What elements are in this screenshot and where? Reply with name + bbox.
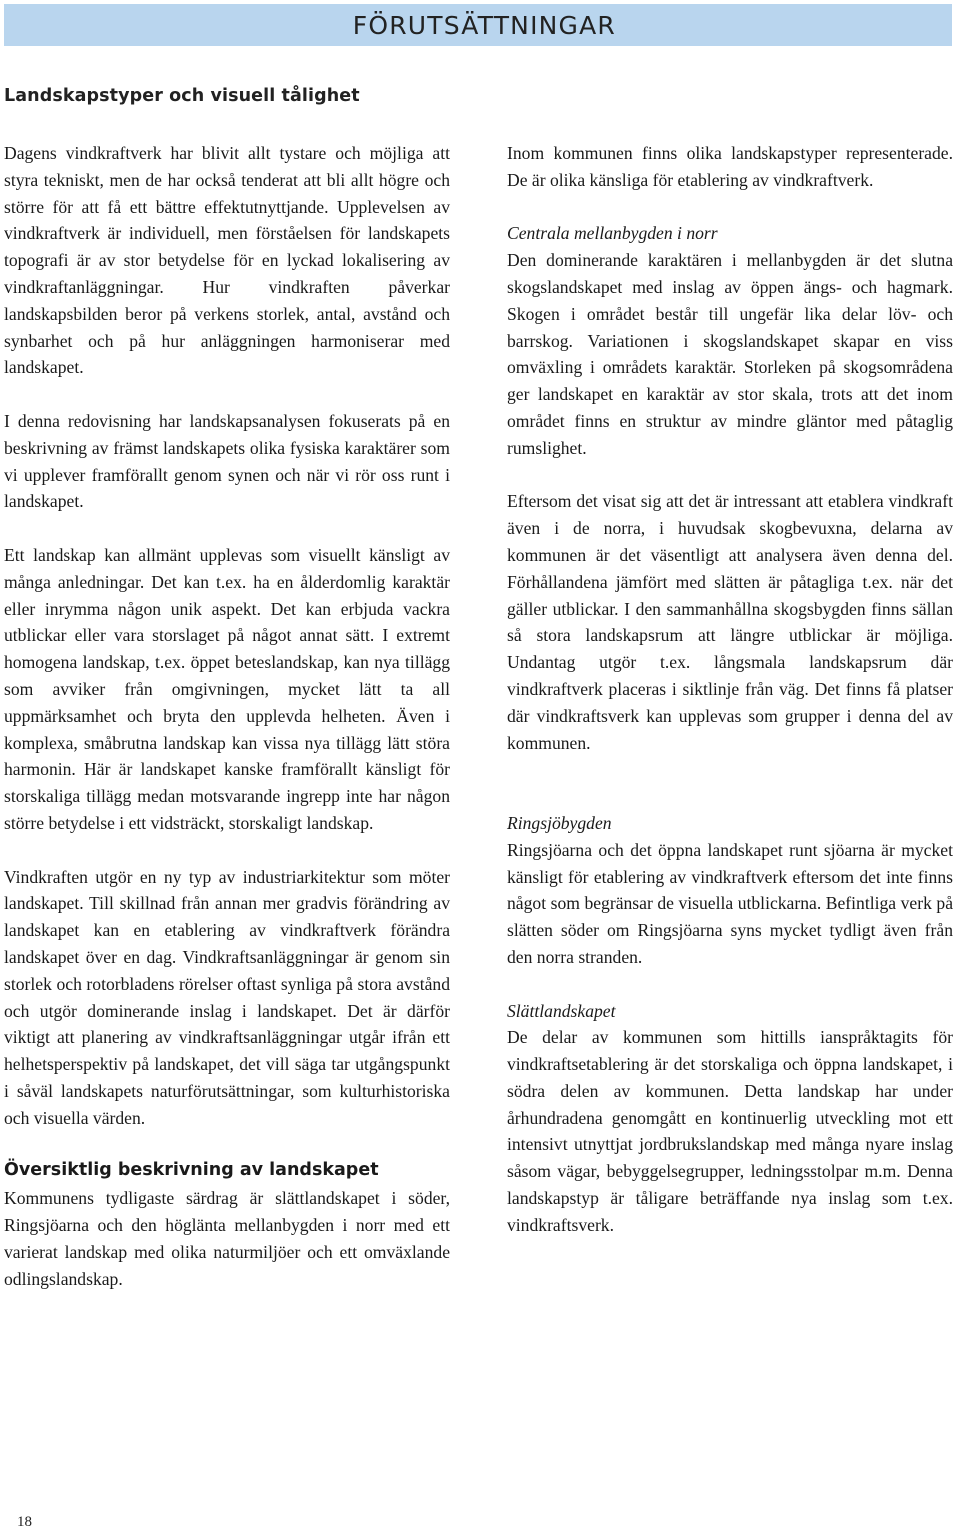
subheading: Ringsjöbygden	[507, 812, 612, 833]
paragraph: Den dominerande karaktären i mellanbygden är det slutna skogslandskapet med inslag av öppen ängs- och hagmark. Skogen i området består till ungefär lika delar löv- och barrskog. Variationen i skogslandskapet skapar en viss omväxling i områdets karaktär. Storleken på skogsområdena ger landskapet en karaktär av stor skala, trots att det inom området finns en struktur av mindre gläntor med påtaglig rumslighet.	[507, 250, 953, 458]
paragraph: Vindkraften utgör en ny typ av industriarkitektur som möter landskapet. Till skillnad från annan mer gradvis förändring av landskapet kan en etablering av vindkraftverk förändra landskapet över en dag. Vindkraftsanläggningar är genom sin storlek och rotorbladens rörelser oftast synliga på stora avstånd och utgör dominerande inslag i landskapet. Det är därför viktigt att planering av vindkraftsanläggningar utgår ifrån ett helhetsperspektiv på landskapet, det vill säga tar utgångspunkt i såväl landskapets naturförutsättningar, som kulturhistoriska och visuella värden.	[4, 866, 450, 1128]
subsection-heading: Översiktlig beskrivning av landskapet	[4, 1160, 379, 1181]
page-number: 18	[17, 1514, 32, 1530]
paragraph: Kommunens tydligaste särdrag är slättlandskapet i söder, Ringsjöarna och den höglänta mellanbygden i norr med ett varierat landskap med olika naturmiljöer och ett omväxlande odlingslandskap.	[4, 1188, 450, 1289]
subheading: Centrala mellanbygden i norr	[507, 223, 718, 244]
header-bar	[4, 4, 952, 46]
paragraph: Dagens vindkraftverk har blivit allt tystare och möjliga att styra tekniskt, men de har också tenderat att bli allt högre och större för att få ett bättre effektutnyttjande. Upplevelsen av vindkraftverk är individuell, men förståelsen för landskapets topografi är av stor betydelse för en lyckad lokalisering av vindkraftanläggningar. Hur vindkraften påverkar landskapsbilden beror på verkens storlek, antal, avstånd och synbarhet och på hur anläggningen harmoniserar med landskapet.	[4, 143, 450, 378]
paragraph: Ringsjöarna och det öppna landskapet runt sjöarna är mycket känsligt för etablering av vindkraftverk eftersom det inte finns något som begränsar de visuella utblickarna. Befintliga verk på slätten söder om Ringsjöarna syns mycket tydligt även från den norra stranden.	[507, 839, 953, 967]
right-column	[507, 140, 953, 1239]
paragraph: Ett landskap kan allmänt upplevas som visuellt känsligt av många anledningar. Det kan t.ex. ha en ålderdomlig karaktär eller inrymma någon unik aspekt. Det kan erbjuda vackra utblickar eller vara storslaget på något annat sätt. I extremt homogena landskap, t.ex. öppet beteslandskap, kan nya tillägg som avviker från omgivningen, mycket lätt ta all uppmärksamhet och bryta den upplevda helheten. Även i komplexa, småbrutna landskap kan vissa nya tillägg lätt störa harmonin. Här är landskapet kanske framförallt känsligt för storskaliga tillägg medan motsvarande ingrepp inte har någon större betydelse i ett vidsträckt, storskaligt landskap.	[4, 544, 450, 833]
header-title: FÖRUTSÄTTNINGAR	[352, 10, 616, 40]
paragraph: I denna redovisning har landskapsanalysen fokuserats på en beskrivning av främst landskapets olika fysiska karaktärer som vi upplever framförallt genom synen och när vi rör oss runt i landskapet.	[4, 410, 450, 512]
paragraph: De delar av kommunen som hittills ianspråktagits för vindkraftsetablering är det storskaliga och öppna landskapet, i södra delen av kommunen. Detta landskap har under århundradena genomgått en kontinuerlig utveckling mot ett intensivt utnyttjat jordbrukslandskap med många nyare inslag såsom vägar, bebyggelsegrupper, ledningsstolpar m.m. Denna landskapstyp är tåligare beträffande nya inslag som t.ex. vindkraftsverk.	[507, 1027, 953, 1235]
subheading: Slättlandskapet	[507, 1000, 616, 1021]
section-heading: Landskapstyper och visuell tålighet	[4, 86, 360, 106]
paragraph: Eftersom det visat sig att det är intressant att etablera vindkraft även i de norra, i huvudsak skogbevuxna, delarna av kommunen är det väsentligt att analysera även denna del. Förhållandena jämfört med slätten är påtagliga t.ex. när det gäller utblickar. I den sammanhållna skogsbygden finns sällan så stora landskapsrum att längre utblickar är möjliga. Undantag utgör t.ex. långsmala landskapsrum där vindkraftverk placeras i siktlinje från väg. Det finns få platser där vindkraftsverk kan upplevas som grupper i denna del av kommunen.	[507, 491, 953, 753]
paragraph: Inom kommunen finns olika landskapstyper representerade. De är olika känsliga för etablering av vindkraftverk.	[507, 143, 953, 190]
left-column	[4, 140, 450, 1293]
